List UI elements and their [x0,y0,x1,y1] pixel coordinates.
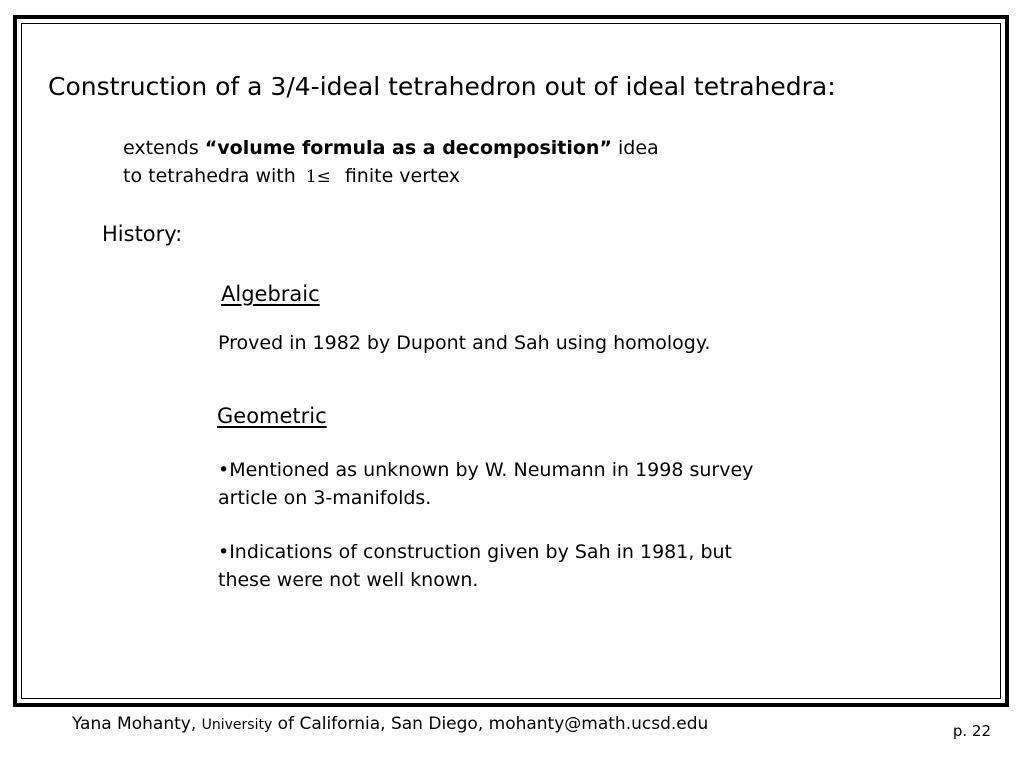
geometric-bullet-2 [218,538,732,594]
geometric-bullet-1 [218,456,753,512]
algebraic-text: Proved in 1982 by Dupont and Sah using homology. [218,332,711,354]
slide-frame [13,15,1009,707]
footer-university-word: University [201,717,273,733]
geometric-heading: Geometric [217,404,327,428]
algebraic-heading: Algebraic [221,282,320,306]
bullet-1-line-1: •Mentioned as unknown by W. Neumann in 1998 survey [218,459,754,481]
math-inequality: 1≤ [305,167,331,187]
slide-inner-frame [21,23,1001,699]
page-number: p. 22 [952,722,991,740]
footer-attribution [72,714,708,734]
subtitle-line2-prefix: to tetrahedra with [123,165,296,187]
footer-author: Yana Mohanty, [72,714,202,734]
bullet-1-line-2: article on 3-manifolds. [218,487,432,509]
bullet-2-line-1: •Indications of construction given by Sah in 1981, but [218,541,732,563]
slide-title: Construction of a 3/4-ideal tetrahedron out of ideal tetrahedra: [48,72,836,101]
subtitle-line2-suffix: finite vertex [344,165,461,187]
subtitle-line-2 [123,165,460,187]
subtitle-suffix: idea [611,137,659,159]
footer-affiliation: of California, San Diego, mohanty@math.ucsd.edu [272,714,709,734]
bullet-2-line-2: these were not well known. [218,569,479,591]
subtitle-prefix: extends [123,137,205,159]
history-label: History: [102,222,183,246]
subtitle-line-1 [123,137,659,159]
subtitle-bold-phrase: “volume formula as a decomposition” [204,137,612,159]
